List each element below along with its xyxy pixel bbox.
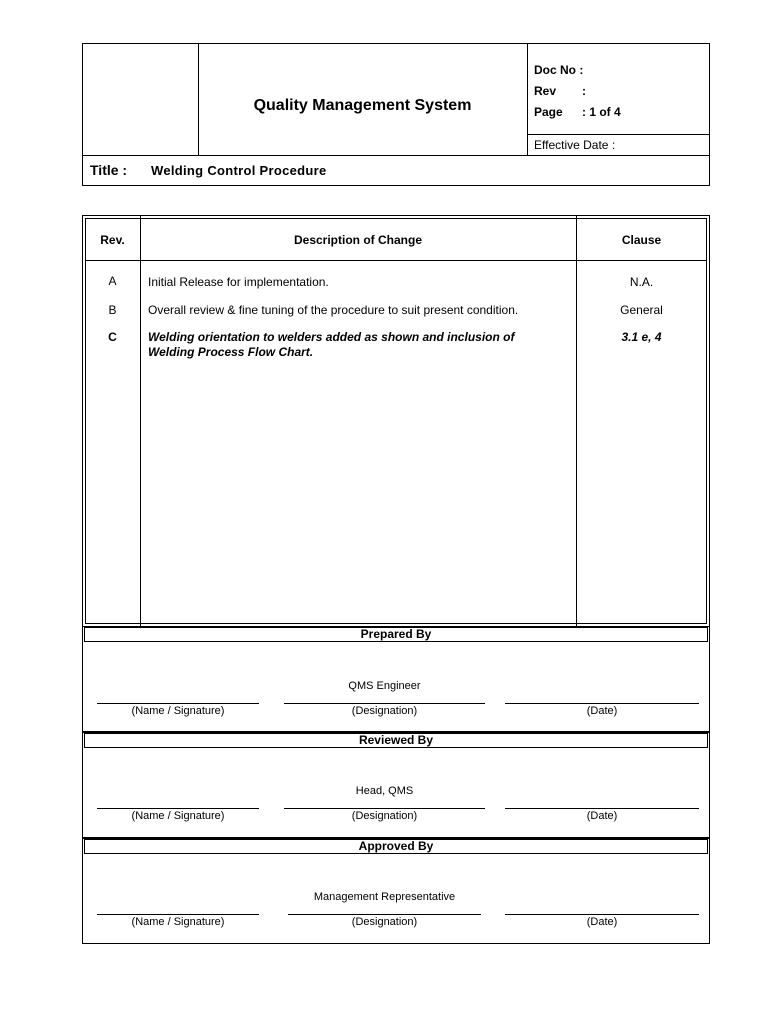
prepared-by-heading: Prepared By [360, 627, 432, 641]
title-label: Title : [90, 162, 128, 178]
row-b-description: Overall review & fine tuning of the procedure to suit present condition. [148, 303, 519, 317]
docinfo-divider [527, 43, 528, 156]
rev-colon: : [582, 84, 586, 98]
approved-date-line [505, 914, 699, 915]
rev-label: Rev [534, 84, 557, 98]
prepared-by-designation: QMS Engineer [348, 680, 421, 692]
col-header-description: Description of Change [293, 233, 422, 247]
col-header-rev: Rev. [100, 233, 125, 247]
prepared-designation-label: (Designation) [351, 705, 418, 717]
prepared-name-line [97, 703, 259, 704]
row-c-rev: C [108, 330, 117, 344]
prepared-date-line [505, 703, 699, 704]
page-label: Page [534, 105, 563, 119]
row-a-clause: N.A. [629, 275, 654, 289]
row-a-rev: A [108, 274, 117, 288]
approved-designation-line [288, 914, 481, 915]
col-header-clause: Clause [621, 233, 662, 247]
reviewed-by-designation: Head, QMS [355, 785, 414, 797]
reviewed-name-label: (Name / Signature) [131, 810, 225, 822]
approved-designation-label: (Designation) [351, 916, 418, 928]
doc-no-label: Doc No : [534, 63, 584, 77]
row-c-description-line2: Welding Process Flow Chart. [148, 345, 314, 359]
prepared-date-label: (Date) [586, 705, 618, 717]
approved-by-heading: Approved By [358, 839, 434, 853]
page-value: : 1 of 4 [582, 105, 621, 119]
prepared-designation-line [284, 703, 485, 704]
approved-by-designation: Management Representative [313, 891, 456, 903]
prepared-name-label: (Name / Signature) [131, 705, 225, 717]
rev-col-divider [140, 215, 141, 627]
table-header-divider [85, 260, 707, 261]
reviewed-date-line [505, 808, 699, 809]
system-title: Quality Management System [253, 97, 472, 114]
effective-date-divider [527, 134, 710, 135]
approved-name-label: (Name / Signature) [131, 916, 225, 928]
row-b-rev: B [108, 303, 117, 317]
row-c-description-line1: Welding orientation to welders added as shown and inclusion of [148, 330, 515, 344]
reviewed-name-line [97, 808, 259, 809]
reviewed-designation-label: (Designation) [351, 810, 418, 822]
approved-name-line [97, 914, 259, 915]
row-b-clause: General [620, 303, 663, 317]
row-a-description: Initial Release for implementation. [148, 275, 329, 289]
document-title: Welding Control Procedure [151, 163, 327, 178]
effective-date-label: Effective Date : [534, 138, 616, 152]
approved-date-label: (Date) [586, 916, 618, 928]
reviewed-designation-line [284, 808, 485, 809]
title-row-divider [82, 155, 710, 156]
reviewed-by-heading: Reviewed By [358, 733, 434, 747]
reviewed-date-label: (Date) [586, 810, 618, 822]
row-c-clause: 3.1 e, 4 [621, 330, 662, 344]
